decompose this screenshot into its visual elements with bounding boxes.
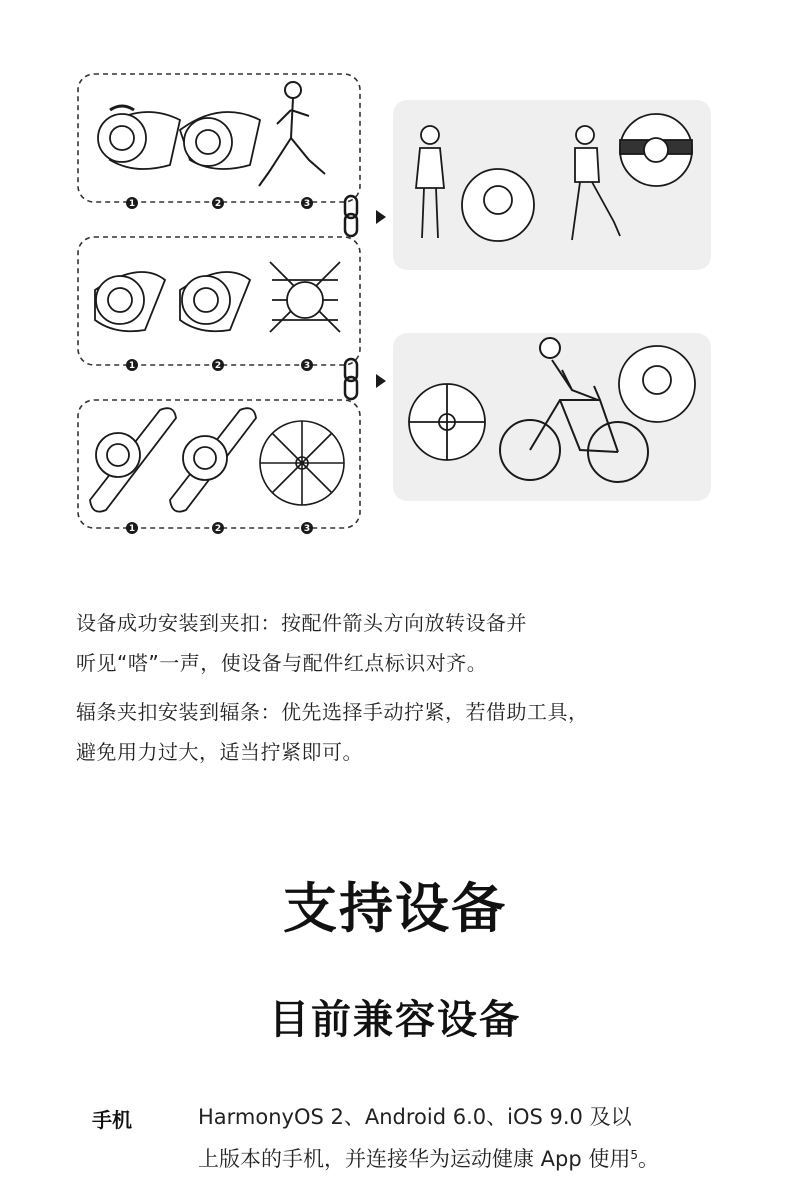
step-number [126, 197, 138, 209]
installation-caption [76, 603, 527, 683]
step-number [301, 197, 313, 209]
rotate-arrow-icon [110, 106, 134, 110]
step-number [212, 359, 224, 371]
device-label-phone: 手机 [92, 1108, 132, 1132]
chain-link-icon [345, 196, 357, 399]
svg-text:1: 1 [128, 199, 136, 209]
arrow-right-icon [376, 374, 386, 388]
compat-line-end: 。 [638, 1147, 660, 1171]
svg-text:3: 3 [303, 361, 311, 371]
step-number [212, 197, 224, 209]
step-number [126, 359, 138, 371]
compat-line: HarmonyOS 2、Android 6.0、iOS 9.0 及以 [198, 1105, 632, 1129]
svg-text:3: 3 [303, 524, 311, 534]
section-title: 支持设备 [283, 877, 507, 940]
shoe-closeup [619, 346, 695, 422]
footnote-marker: 5 [630, 1148, 639, 1162]
step-number [301, 522, 313, 534]
svg-text:2: 2 [214, 524, 222, 534]
section-subtitle: 目前兼容设备 [269, 997, 521, 1043]
device-compat-text [198, 1096, 738, 1180]
caption-line: 设备成功安装到夹扣：按配件箭头方向放转设备并 [76, 611, 527, 635]
compat-line-text: 上版本的手机，并连接华为运动健康 App 使用 [198, 1147, 631, 1171]
svg-text:2: 2 [214, 361, 222, 371]
arrow-right-icon [376, 210, 386, 224]
step-number [126, 522, 138, 534]
shoe-laces-icon [270, 262, 340, 332]
installation-diagram [0, 0, 790, 560]
compat-line [198, 1138, 738, 1180]
runner-figure [259, 82, 325, 186]
shoe-closeup [462, 169, 534, 241]
caption-line: 辐条夹扣安装到辐条：优先选择手动拧紧，若借助工具， [76, 700, 589, 724]
step-number [301, 359, 313, 371]
wheel-closeup [409, 384, 485, 460]
svg-text:2: 2 [214, 199, 222, 209]
waist-closeup [620, 114, 692, 186]
svg-text:1: 1 [128, 361, 136, 371]
wheel-icon [260, 421, 344, 505]
caption-line: 避免用力过大，适当拧紧即可。 [76, 740, 363, 764]
svg-text:1: 1 [128, 524, 136, 534]
spoke-caption [76, 692, 589, 772]
step-number [212, 522, 224, 534]
svg-text:3: 3 [303, 199, 311, 209]
caption-line: 听见“嗒”一声，使设备与配件红点标识对齐。 [76, 651, 488, 675]
